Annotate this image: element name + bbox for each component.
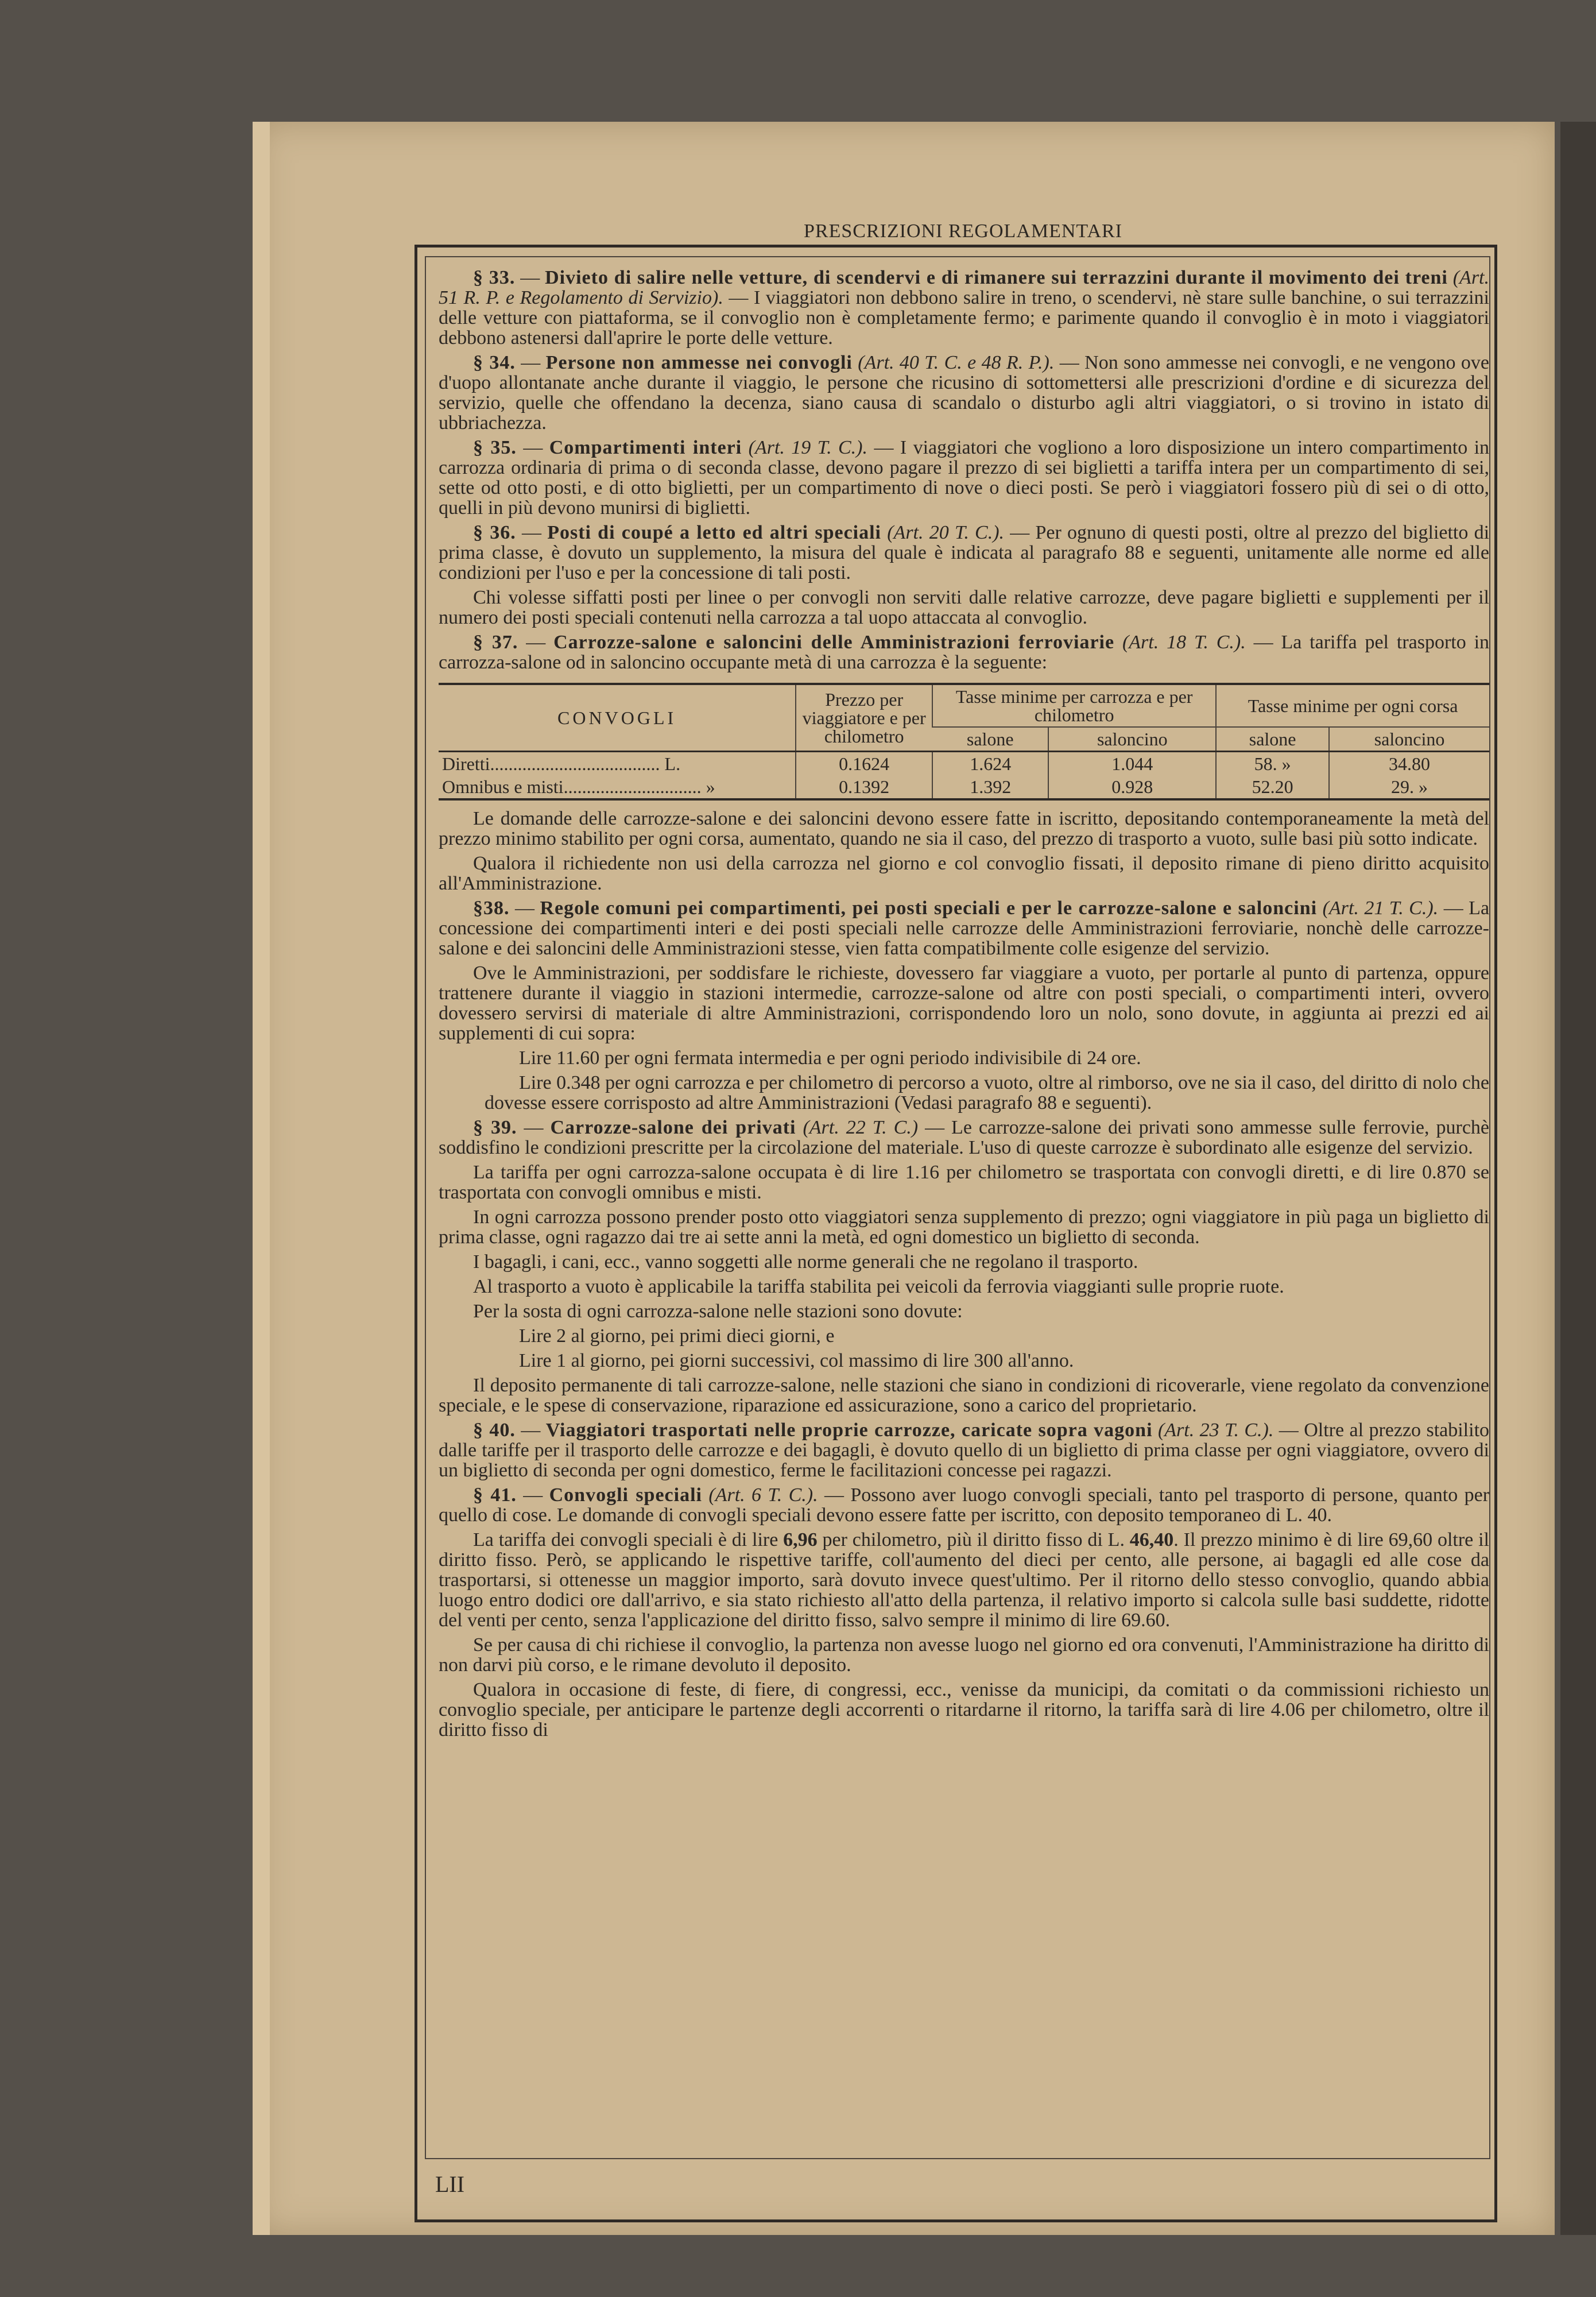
section-number: §38. <box>473 898 510 919</box>
section-41-paragraph: Se per causa di chi richiese il convoglio, la partenza non avesse luogo nel giorno ed ora convenuti, l'Amministrazione ha diritto di non darvi più corso, e le rimane devoluto il deposito. <box>439 1634 1489 1676</box>
column-header-tasse-corsa: Tasse minime per ogni corsa <box>1216 684 1489 727</box>
cell-km-saloncino: 0.928 <box>1048 775 1216 799</box>
section-39-paragraph: Il deposito permanente di tali carrozze-salone, nelle stazioni che siano in condizioni di ricoverarle, viene regolato da convenzione speciale, e le spese di conservazione, riparazione ed assicurazione, sono a carico del proprietario. <box>439 1375 1489 1416</box>
section-36-paragraph: Chi volesse siffatti posti per linee o per convogli non serviti dalle relative carrozze, deve pagare biglietti e supplementi per il numero dei posti speciali contenuti nella carrozza a tal uopo attaccata al convoglio. <box>439 587 1489 628</box>
section-title: Persone non ammesse nei convogli <box>545 352 853 373</box>
section-title: Carrozze-salone dei privati <box>550 1117 796 1138</box>
article-reference: (Art. 51 R. P. e Regolamento di Servizio). <box>439 267 1490 308</box>
subheader-saloncino: saloncino <box>1329 727 1489 752</box>
article-reference: (Art. 40 T. C. e 48 R. P.). <box>858 352 1055 373</box>
article-reference: (Art. 6 T. C.). <box>708 1484 818 1506</box>
section-text: — Possono aver luogo convogli speciali, tanto pel trasporto di persone, quanto per quello di cose. Le domande di convogli speciali devono essere fatte per iscritto, con deposito temporaneo di L. 40. <box>439 1484 1490 1526</box>
article-reference: (Art. 21 T. C.). <box>1322 898 1439 919</box>
cell-km-saloncino: 1.044 <box>1048 752 1216 776</box>
row-label: Diretti..................................... L. <box>439 752 796 776</box>
section-text: — I viaggiatori che vogliono a loro disposizione un intero compartimento in carrozza ordinaria di prima o di seconda classe, devono pagare il prezzo di sei biglietti a tariffa intera per un compartimento di sei, sette od otto posti, e di otto biglietti, per un compartimento di nove o dieci posti. Se però i viaggiatori fossero più di sei o di otto, quelli in più devono munirsi di biglietti. <box>439 437 1490 519</box>
page-body <box>439 268 1489 1745</box>
section-text: — I viaggiatori non debbono salire in treno, o scendervi, nè stare sulle banchine, o sui terrazzini delle vetture con piattaforma, se il convoglio non è completamente fermo; e parimente quando il convoglio è in moto i viaggiatori debbono astenersi dall'aprire le porte delle vetture. <box>439 287 1490 349</box>
article-reference: (Art. 19 T. C.). <box>748 437 868 458</box>
cell-prezzo: 0.1624 <box>796 752 932 776</box>
section-number: § 40. <box>473 1420 516 1441</box>
section-39-paragraph: La tariffa per ogni carrozza-salone occupata è di lire 1.16 per chilometro se trasportata con convogli diretti, e di lire 0.870 se trasportata con convogli omnibus e misti. <box>439 1162 1489 1203</box>
section-41-paragraph <box>439 1530 1489 1630</box>
book-spine-shadow <box>1560 122 1596 2235</box>
section-39-paragraph: Per la sosta di ogni carrozza-salone nelle stazioni sono dovute: <box>473 1301 963 1322</box>
column-header-tasse-km: Tasse minime per carrozza e per chilometro <box>932 684 1216 727</box>
section-33: § 33. — Divieto di salire nelle vetture, di scendervi e di rimanere sui terrazzini durante il movimento dei treni (Art. 51 R. P. e Regolamento di Servizio). — I viaggiatori non debbono salire in treno, o scendervi, nè stare sulle banchine, o sui terrazzini delle vetture con piattaforma, se il convoglio non è completamente fermo; e parimente quando il convoglio è in moto i viaggiatori debbono astenersi dall'aprire le porte delle vetture. <box>439 267 1490 349</box>
section-text: — Non sono ammesse nei convogli, e ne vengono ove d'uopo allontanate anche durante il viaggio, le persone che ricusino di sottomettersi alle prescrizioni d'ordine e di sicurezza del servizio, quelle che offendano la decenza, siano causa di scandalo o disturbo agli altri viaggiatori, o si trovino in istato di ubbriachezza. <box>439 352 1490 434</box>
text-fragment: . Il prezzo minimo è di lire 69,60 oltre il diritto fisso. Però, se applicando le rispettive tariffe, coll'aumento del dieci per cento, alle persone, ai bagagli ed alle cose da trasportarsi, si ottenesse un maggior importo, sarà dovuto invece quest'ultimo. Per il ritorno dello stesso convoglio, quando abbia luogo entro dodici ore dall'arrivo, e sia stato richiesto all'atto della partenza, il relativo importo si calcola sulle basi suddette, ridotte del venti per cento, senza l'applicazione del diritto fisso, salvo sempre il minimo di lire 69.60. <box>439 1529 1489 1631</box>
section-38-item: Lire 11.60 per ogni fermata intermedia e per ogni periodo indivisibile di 24 ore. <box>519 1047 1141 1069</box>
section-38-item: Lire 0.348 per ogni carrozza e per chilometro di percorso a vuoto, oltre al rimborso, ove ne sia il caso, del diritto di nolo che dovesse essere corrisposto ad altre Amministrazioni (Vedasi paragrafo 88 e seguenti). <box>485 1072 1490 1113</box>
section-number: § 41. <box>473 1484 517 1506</box>
cell-km-salone: 1.624 <box>932 752 1048 776</box>
section-40: § 40. — Viaggiatori trasportati nelle proprie carrozze, caricate sopra vagoni (Art. 23 T. C.). — Oltre al prezzo stabilito dalle tariffe per il trasporto delle carrozze e dei bagagli, è dovuto quello di un biglietto di prima classe per ogni viaggiatore, ovvero di un biglietto di seconda per ogni domestico, ferme le facilitazioni concesse pei ragazzi. <box>439 1420 1490 1481</box>
section-38-paragraph: Ove le Amministrazioni, per soddisfare le richieste, dovessero far viaggiare a vuoto, per portarle al punto di partenza, oppure trattenere durante il viaggio in stazioni intermedie, carrozze-salone od altre con posti speciali, o compartimenti interi, ovvero dovessero servirsi di materiale di altre Amministrazioni, corrispondendo loro un nolo, sono dovute, in aggiunta ai prezzi ed ai supplementi di cui sopra: <box>439 962 1489 1044</box>
cell-corsa-saloncino: 34.80 <box>1329 752 1489 776</box>
section-39-item: Lire 2 al giorno, pei primi dieci giorni, e <box>519 1325 835 1347</box>
section-37: § 37. — Carrozze-salone e saloncini delle Amministrazioni ferroviarie (Art. 18 T. C.). — La tariffa pel trasporto in carrozza-salone od in saloncino occupante metà di una carrozza è la seguente: <box>439 632 1490 673</box>
section-37-paragraph: Qualora il richiedente non usi della carrozza nel giorno e col convoglio fissati, il deposito rimane di pieno diritto acquisito all'Amministrazione. <box>439 853 1489 894</box>
row-label: Omnibus e misti.............................. » <box>442 776 715 797</box>
section-39-paragraph: In ogni carrozza possono prender posto otto viaggiatori senza supplemento di prezzo; ogni viaggiatore in più paga un biglietto di prima classe, ogni ragazzo dai tre ai sette anni la metà, ed ogni domestico un biglietto di seconda. <box>439 1206 1489 1248</box>
section-title: Regole comuni pei compartimenti, pei posti speciali e per le carrozze-salone e saloncini <box>540 898 1318 919</box>
section-title: Compartimenti interi <box>549 437 742 458</box>
section-41: § 41. — Convogli speciali (Art. 6 T. C.). — Possono aver luogo convogli speciali, tanto pel trasporto di persone, quanto per quello di cose. Le domande di convogli speciali devono essere fatte per iscritto, con deposito temporaneo di L. 40. <box>439 1484 1490 1526</box>
section-text: — Per ognuno di questi posti, oltre al prezzo del biglietto di prima classe, è dovuto un supplemento, la misura del quale è indicata al paragrafo 88 e seguenti, unitamente alle norme ed alle condizioni per l'uso e per la concessione di tali posti. <box>439 522 1490 583</box>
section-36: § 36. — Posti di coupé a letto ed altri speciali (Art. 20 T. C.). — Per ognuno di questi posti, oltre al prezzo del biglietto di prima classe, è dovuto un supplemento, la misura del quale è indicata al paragrafo 88 e seguenti, unitamente alle norme ed alle condizioni per l'uso e per la concessione di tali posti. <box>439 522 1490 583</box>
subheader-salone: salone <box>932 727 1048 752</box>
section-39-item: Lire 1 al giorno, pei giorni successivi, col massimo di lire 300 all'anno. <box>519 1350 1074 1371</box>
page-number: LII <box>435 2171 465 2197</box>
running-header: PRESCRIZIONI REGOLAMENTARI <box>804 221 1122 242</box>
section-number: § 37. <box>473 632 518 653</box>
table-row <box>439 752 1489 776</box>
text-fragment: per chilometro, più il diritto fisso di L. <box>817 1529 1130 1550</box>
table-header-row <box>439 684 1489 727</box>
article-reference: (Art. 18 T. C.). <box>1122 632 1246 653</box>
section-number: § 33. <box>473 267 516 288</box>
section-text: — La concessione dei compartimenti interi e dei posti speciali nelle carrozze delle Amministrazioni ferroviarie, nonchè delle carrozze-salone e dei saloncini delle Amministrazioni stesse, vien fatta compatibilmente colle esigenze del servizio. <box>439 898 1490 959</box>
section-37-paragraph: Le domande delle carrozze-salone e dei saloncini devono essere fatte in iscritto, depositando contemporaneamente la metà del prezzo minimo stabilito per ogni corsa, aumentato, quando ne sia il caso, del prezzo di trasporto a vuoto, sulle basi più sotto indicate. <box>439 808 1489 849</box>
section-title: Carrozze-salone e saloncini delle Amministrazioni ferroviarie <box>553 632 1115 653</box>
section-text: — La tariffa pel trasporto in carrozza-salone od in saloncino occupante metà di una carrozza è la seguente: <box>439 632 1490 673</box>
section-39: § 39. — Carrozze-salone dei privati (Art. 22 T. C.) — Le carrozze-salone dei privati sono ammesse sulle ferrovie, purchè soddisfino le condizioni prescritte per la circolazione del materiale. L'uso di queste carrozze è subordinato alle esigenze del servizio. <box>439 1117 1490 1158</box>
fare-table <box>439 683 1489 801</box>
section-text: — Le carrozze-salone dei privati sono ammesse sulle ferrovie, purchè soddisfino le condizioni prescritte per la circolazione del materiale. L'uso di queste carrozze è subordinato alle esigenze del servizio. <box>439 1117 1490 1158</box>
column-header-convogli: CONVOGLI <box>557 707 677 728</box>
section-number: § 39. <box>473 1117 517 1138</box>
text-fragment: La tariffa dei convogli speciali è di lire <box>473 1529 784 1550</box>
subheader-saloncino: saloncino <box>1048 727 1216 752</box>
section-35: § 35. — Compartimenti interi (Art. 19 T. C.). — I viaggiatori che vogliono a loro disposizione un intero compartimento in carrozza ordinaria di prima o di seconda classe, devono pagare il prezzo di sei biglietti a tariffa intera per un compartimento di sei, sette od otto posti, e di otto biglietti, per un compartimento di nove o dieci posti. Se però i viaggiatori fossero più di sei o di otto, quelli in più devono munirsi di biglietti. <box>439 437 1490 519</box>
article-reference: (Art. 20 T. C.). <box>887 522 1005 543</box>
section-title: Convogli speciali <box>549 1484 702 1506</box>
table-row <box>439 775 1489 799</box>
section-title: Posti di coupé a letto ed altri speciali <box>547 522 881 543</box>
section-39-paragraph: Al trasporto a vuoto è applicabile la tariffa stabilita pei veicoli da ferrovia viaggianti sulle proprie ruote. <box>473 1276 1284 1297</box>
section-38: §38. — Regole comuni pei compartimenti, pei posti speciali e per le carrozze-salone e saloncini (Art. 21 T. C.). — La concessione dei compartimenti interi e dei posti speciali nelle carrozze delle Amministrazioni ferroviarie, nonchè delle carrozze-salone e dei saloncini delle Amministrazioni stesse, vien fatta compatibilmente colle esigenze del servizio. <box>439 898 1490 959</box>
cell-corsa-saloncino: 29. » <box>1329 775 1489 799</box>
section-number: § 36. <box>473 522 516 543</box>
page-edge <box>253 122 270 2235</box>
section-title: Viaggiatori trasportati nelle proprie carrozze, caricate sopra vagoni <box>545 1420 1153 1441</box>
article-reference: (Art. 22 T. C.) <box>803 1117 919 1138</box>
cell-prezzo: 0.1392 <box>796 775 932 799</box>
section-number: § 35. <box>473 437 517 458</box>
section-number: § 34. <box>473 352 516 373</box>
section-41-paragraph: Qualora in occasione di feste, di fiere, di congressi, ecc., venisse da municipi, da comitati o da commissioni richiesto un convoglio speciale, per anticipare le partenze degli accorrenti o ritardarne il ritorno, la tariffa sarà di lire 4.06 per chilometro, oltre il diritto fisso di <box>439 1679 1489 1741</box>
section-39-paragraph: I bagagli, i cani, ecc., vanno soggetti alle norme generali che ne regolano il trasporto. <box>473 1251 1138 1273</box>
fixed-fee: 46,40 <box>1129 1529 1174 1550</box>
article-reference: (Art. 23 T. C.). <box>1157 1420 1274 1441</box>
cell-km-salone: 1.392 <box>932 775 1048 799</box>
section-34: § 34. — Persone non ammesse nei convogli (Art. 40 T. C. e 48 R. P.). — Non sono ammesse nei convogli, e ne vengono ove d'uopo allontanate anche durante il viaggio, le persone che ricusino di sottomettersi alle prescrizioni d'ordine e di sicurezza del servizio, quelle che offendano la decenza, siano causa di scandalo o disturbo agli altri viaggiatori, o si trovino in istato di ubbriachezza. <box>439 352 1490 434</box>
cell-corsa-salone: 58. » <box>1216 752 1329 776</box>
subheader-salone: salone <box>1216 727 1329 752</box>
cell-corsa-salone: 52.20 <box>1216 775 1329 799</box>
section-text: — Oltre al prezzo stabilito dalle tariffe per il trasporto delle carrozze e dei bagagli, è dovuto quello di un biglietto di prima classe per ogni viaggiatore, ovvero di un biglietto di seconda per ogni domestico, ferme le facilitazioni concesse pei ragazzi. <box>439 1420 1490 1481</box>
column-header-prezzo: Prezzo per viaggiatore e per chilometro <box>796 684 932 752</box>
section-title: Divieto di salire nelle vetture, di scendervi e di rimanere sui terrazzini durante il movimento dei treni <box>545 267 1448 288</box>
rate-per-km: 6,96 <box>783 1529 818 1550</box>
